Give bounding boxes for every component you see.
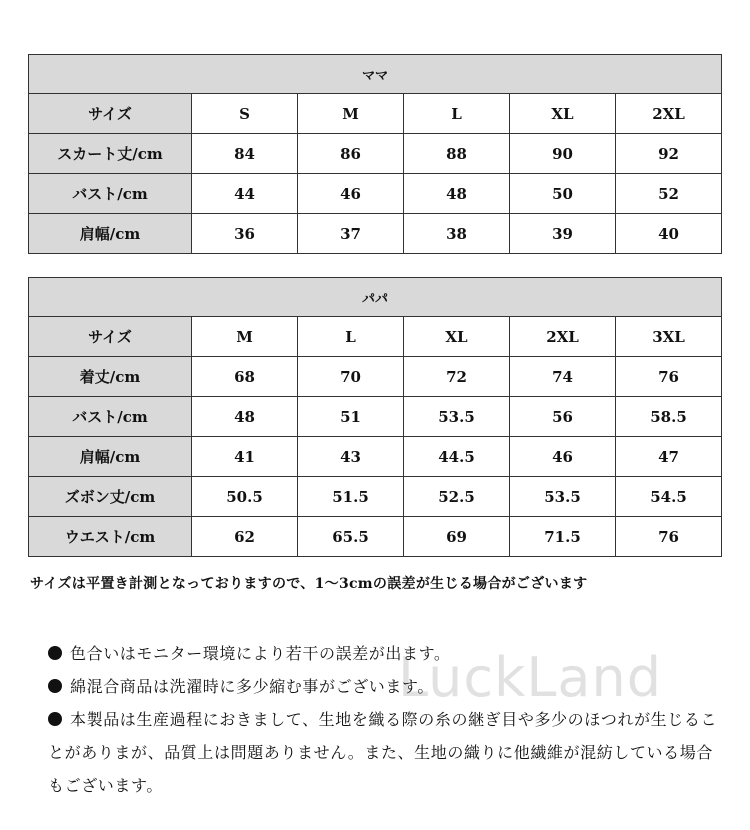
list-item-text: 色合いはモニター環境により若干の誤差が出ます。: [70, 644, 451, 663]
table-cell: 52: [616, 174, 722, 214]
bullet-icon: [48, 679, 62, 693]
table-row: [29, 437, 722, 477]
size-header: M: [192, 317, 298, 357]
measurement-note: サイズは平置き計測となっておりますので、1～3cmの誤差が生じる場合がございます: [30, 576, 588, 592]
table-cell: 84: [192, 134, 298, 174]
size-header: XL: [404, 317, 510, 357]
table-cell: 51.5: [298, 477, 404, 517]
row-label: ウエスト/cm: [29, 517, 192, 557]
table-cell: 52.5: [404, 477, 510, 517]
table-cell: 43: [298, 437, 404, 477]
table-row: [29, 214, 722, 254]
size-header: XL: [510, 94, 616, 134]
row-label: 着丈/cm: [29, 357, 192, 397]
list-item: [48, 670, 728, 703]
table-cell: 39: [510, 214, 616, 254]
table-cell: 51: [298, 397, 404, 437]
table-cell: 44: [192, 174, 298, 214]
table-cell: 50: [510, 174, 616, 214]
table-cell: 56: [510, 397, 616, 437]
size-header: L: [298, 317, 404, 357]
table-cell: 72: [404, 357, 510, 397]
table-cell: 71.5: [510, 517, 616, 557]
table-cell: 38: [404, 214, 510, 254]
size-header: S: [192, 94, 298, 134]
row-label: バスト/cm: [29, 174, 192, 214]
table-cell: 90: [510, 134, 616, 174]
table-cell: 50.5: [192, 477, 298, 517]
size-header: 2XL: [510, 317, 616, 357]
table-row: [29, 517, 722, 557]
size-header: 3XL: [616, 317, 722, 357]
table-title: ママ: [29, 55, 722, 94]
list-item: [48, 703, 728, 802]
table-cell: 68: [192, 357, 298, 397]
table-cell: 48: [404, 174, 510, 214]
table-cell: 41: [192, 437, 298, 477]
size-header: M: [298, 94, 404, 134]
mama-size-table: [28, 54, 722, 254]
size-header-row: [29, 94, 722, 134]
papa-size-table: [28, 277, 722, 557]
table-cell: 62: [192, 517, 298, 557]
table-cell: 58.5: [616, 397, 722, 437]
bullet-icon: [48, 712, 62, 726]
table-title-row: [29, 278, 722, 317]
row-label: 肩幅/cm: [29, 214, 192, 254]
notice-list: [48, 637, 728, 802]
table-cell: 47: [616, 437, 722, 477]
table-title: パパ: [29, 278, 722, 317]
row-label: ズボン丈/cm: [29, 477, 192, 517]
table-cell: 44.5: [404, 437, 510, 477]
table-cell: 88: [404, 134, 510, 174]
table-cell: 37: [298, 214, 404, 254]
size-header-row: [29, 317, 722, 357]
table-cell: 53.5: [510, 477, 616, 517]
table-cell: 76: [616, 357, 722, 397]
row-label: サイズ: [29, 317, 192, 357]
bullet-icon: [48, 646, 62, 660]
table-cell: 46: [298, 174, 404, 214]
watermark: LuckLand: [398, 646, 662, 709]
table-cell: 69: [404, 517, 510, 557]
table-cell: 54.5: [616, 477, 722, 517]
table-cell: 76: [616, 517, 722, 557]
table-row: [29, 397, 722, 437]
table-row: [29, 477, 722, 517]
table-cell: 53.5: [404, 397, 510, 437]
row-label: スカート丈/cm: [29, 134, 192, 174]
table-cell: 70: [298, 357, 404, 397]
list-item: [48, 637, 728, 670]
table-title-row: [29, 55, 722, 94]
table-cell: 92: [616, 134, 722, 174]
row-label: バスト/cm: [29, 397, 192, 437]
table-cell: 74: [510, 357, 616, 397]
table-cell: 86: [298, 134, 404, 174]
size-header: L: [404, 94, 510, 134]
table-cell: 40: [616, 214, 722, 254]
list-item-text: 綿混合商品は洗濯時に多少縮む事がございます。: [70, 677, 434, 696]
table-row: [29, 357, 722, 397]
table-row: [29, 134, 722, 174]
table-cell: 48: [192, 397, 298, 437]
size-header: 2XL: [616, 94, 722, 134]
row-label: 肩幅/cm: [29, 437, 192, 477]
table-cell: 46: [510, 437, 616, 477]
table-cell: 65.5: [298, 517, 404, 557]
table-cell: 36: [192, 214, 298, 254]
table-row: [29, 174, 722, 214]
row-label: サイズ: [29, 94, 192, 134]
list-item-text: 本製品は生産過程におきまして、生地を織る際の糸の継ぎ目や多少のほつれが生じることがありまが、品質上は問題ありません。また、生地の織りに他繊維が混紡している場合もございます。: [48, 710, 718, 795]
